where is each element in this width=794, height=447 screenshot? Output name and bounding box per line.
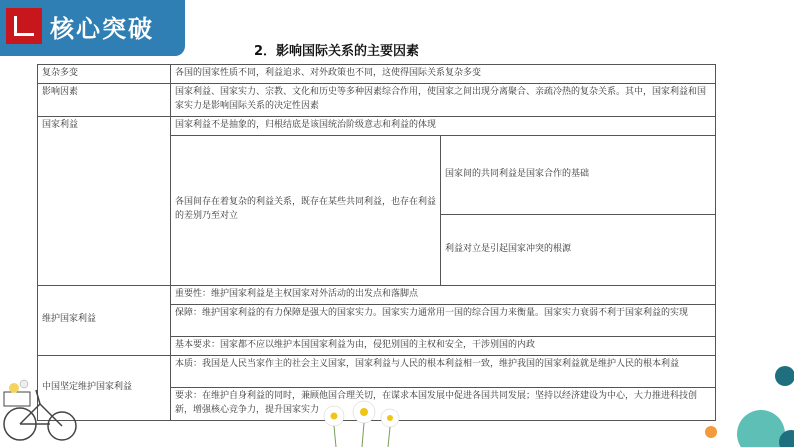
row-text: 基本要求：国家都不应以维护本国国家利益为由，侵犯别国的主权和安全，干涉别国的内政 bbox=[171, 336, 716, 355]
row-label: 国家利益 bbox=[38, 116, 171, 285]
row-label: 复杂多变 bbox=[38, 65, 171, 84]
table-row bbox=[38, 116, 716, 135]
row-label: 维护国家利益 bbox=[38, 285, 171, 355]
row-text: 国家间的共同利益是国家合作的基础 bbox=[441, 135, 716, 214]
bicycle-illustration bbox=[0, 344, 80, 447]
row-text: 要求：在维护自身利益的同时，兼顾他国合理关切，在谋求本国发展中促进各国共同发展；坚持以经济建设为中心，大力推进科技创新，增强核心竞争力，提升国家实力 bbox=[171, 387, 716, 420]
header-logo-icon bbox=[6, 8, 42, 44]
table-row bbox=[38, 65, 716, 84]
decorative-circles bbox=[705, 360, 794, 447]
factors-table bbox=[37, 64, 716, 421]
row-text: 利益对立是引起国家冲突的根源 bbox=[441, 214, 716, 285]
daisy-flowers-illustration bbox=[316, 392, 406, 447]
row-text: 本质：我国是人民当家作主的社会主义国家，国家利益与人民的根本利益相一致，维护我国的国家利益就是维护人民的根本利益 bbox=[171, 355, 716, 387]
row-text: 重要性：维护国家利益是主权国家对外活动的出发点和落脚点 bbox=[171, 285, 716, 304]
table-row bbox=[38, 355, 716, 387]
row-text: 保障：维护国家利益的有力保障是强大的国家实力。国家实力通常用一国的综合国力来衡量。国家实力衰弱不利于国家利益的实现 bbox=[171, 304, 716, 336]
header-title: 核心突破 bbox=[50, 15, 154, 43]
row-label: 中国坚定维护国家利益 bbox=[38, 355, 171, 420]
table-row bbox=[38, 285, 716, 304]
section-title: 2．影响国际关系的主要因素 bbox=[254, 44, 420, 59]
row-text: 各国间存在着复杂的利益关系，既存在某些共同利益，也存在利益的差别乃至对立 bbox=[171, 135, 441, 285]
row-label: 影响因素 bbox=[38, 83, 171, 116]
row-text: 国家利益不是抽象的，归根结底是该国统治阶级意志和利益的体现 bbox=[171, 116, 716, 135]
row-text: 国家利益、国家实力、宗教、文化和历史等多种因素综合作用，使国家之间出现分离聚合、亲疏冷热的复杂关系。其中，国家利益和国家实力是影响国际关系的决定性因素 bbox=[171, 83, 716, 116]
row-text: 各国的国家性质不同，利益追求、对外政策也不同，这使得国际关系复杂多变 bbox=[171, 65, 716, 84]
table-row bbox=[38, 83, 716, 116]
section-header bbox=[0, 0, 185, 56]
